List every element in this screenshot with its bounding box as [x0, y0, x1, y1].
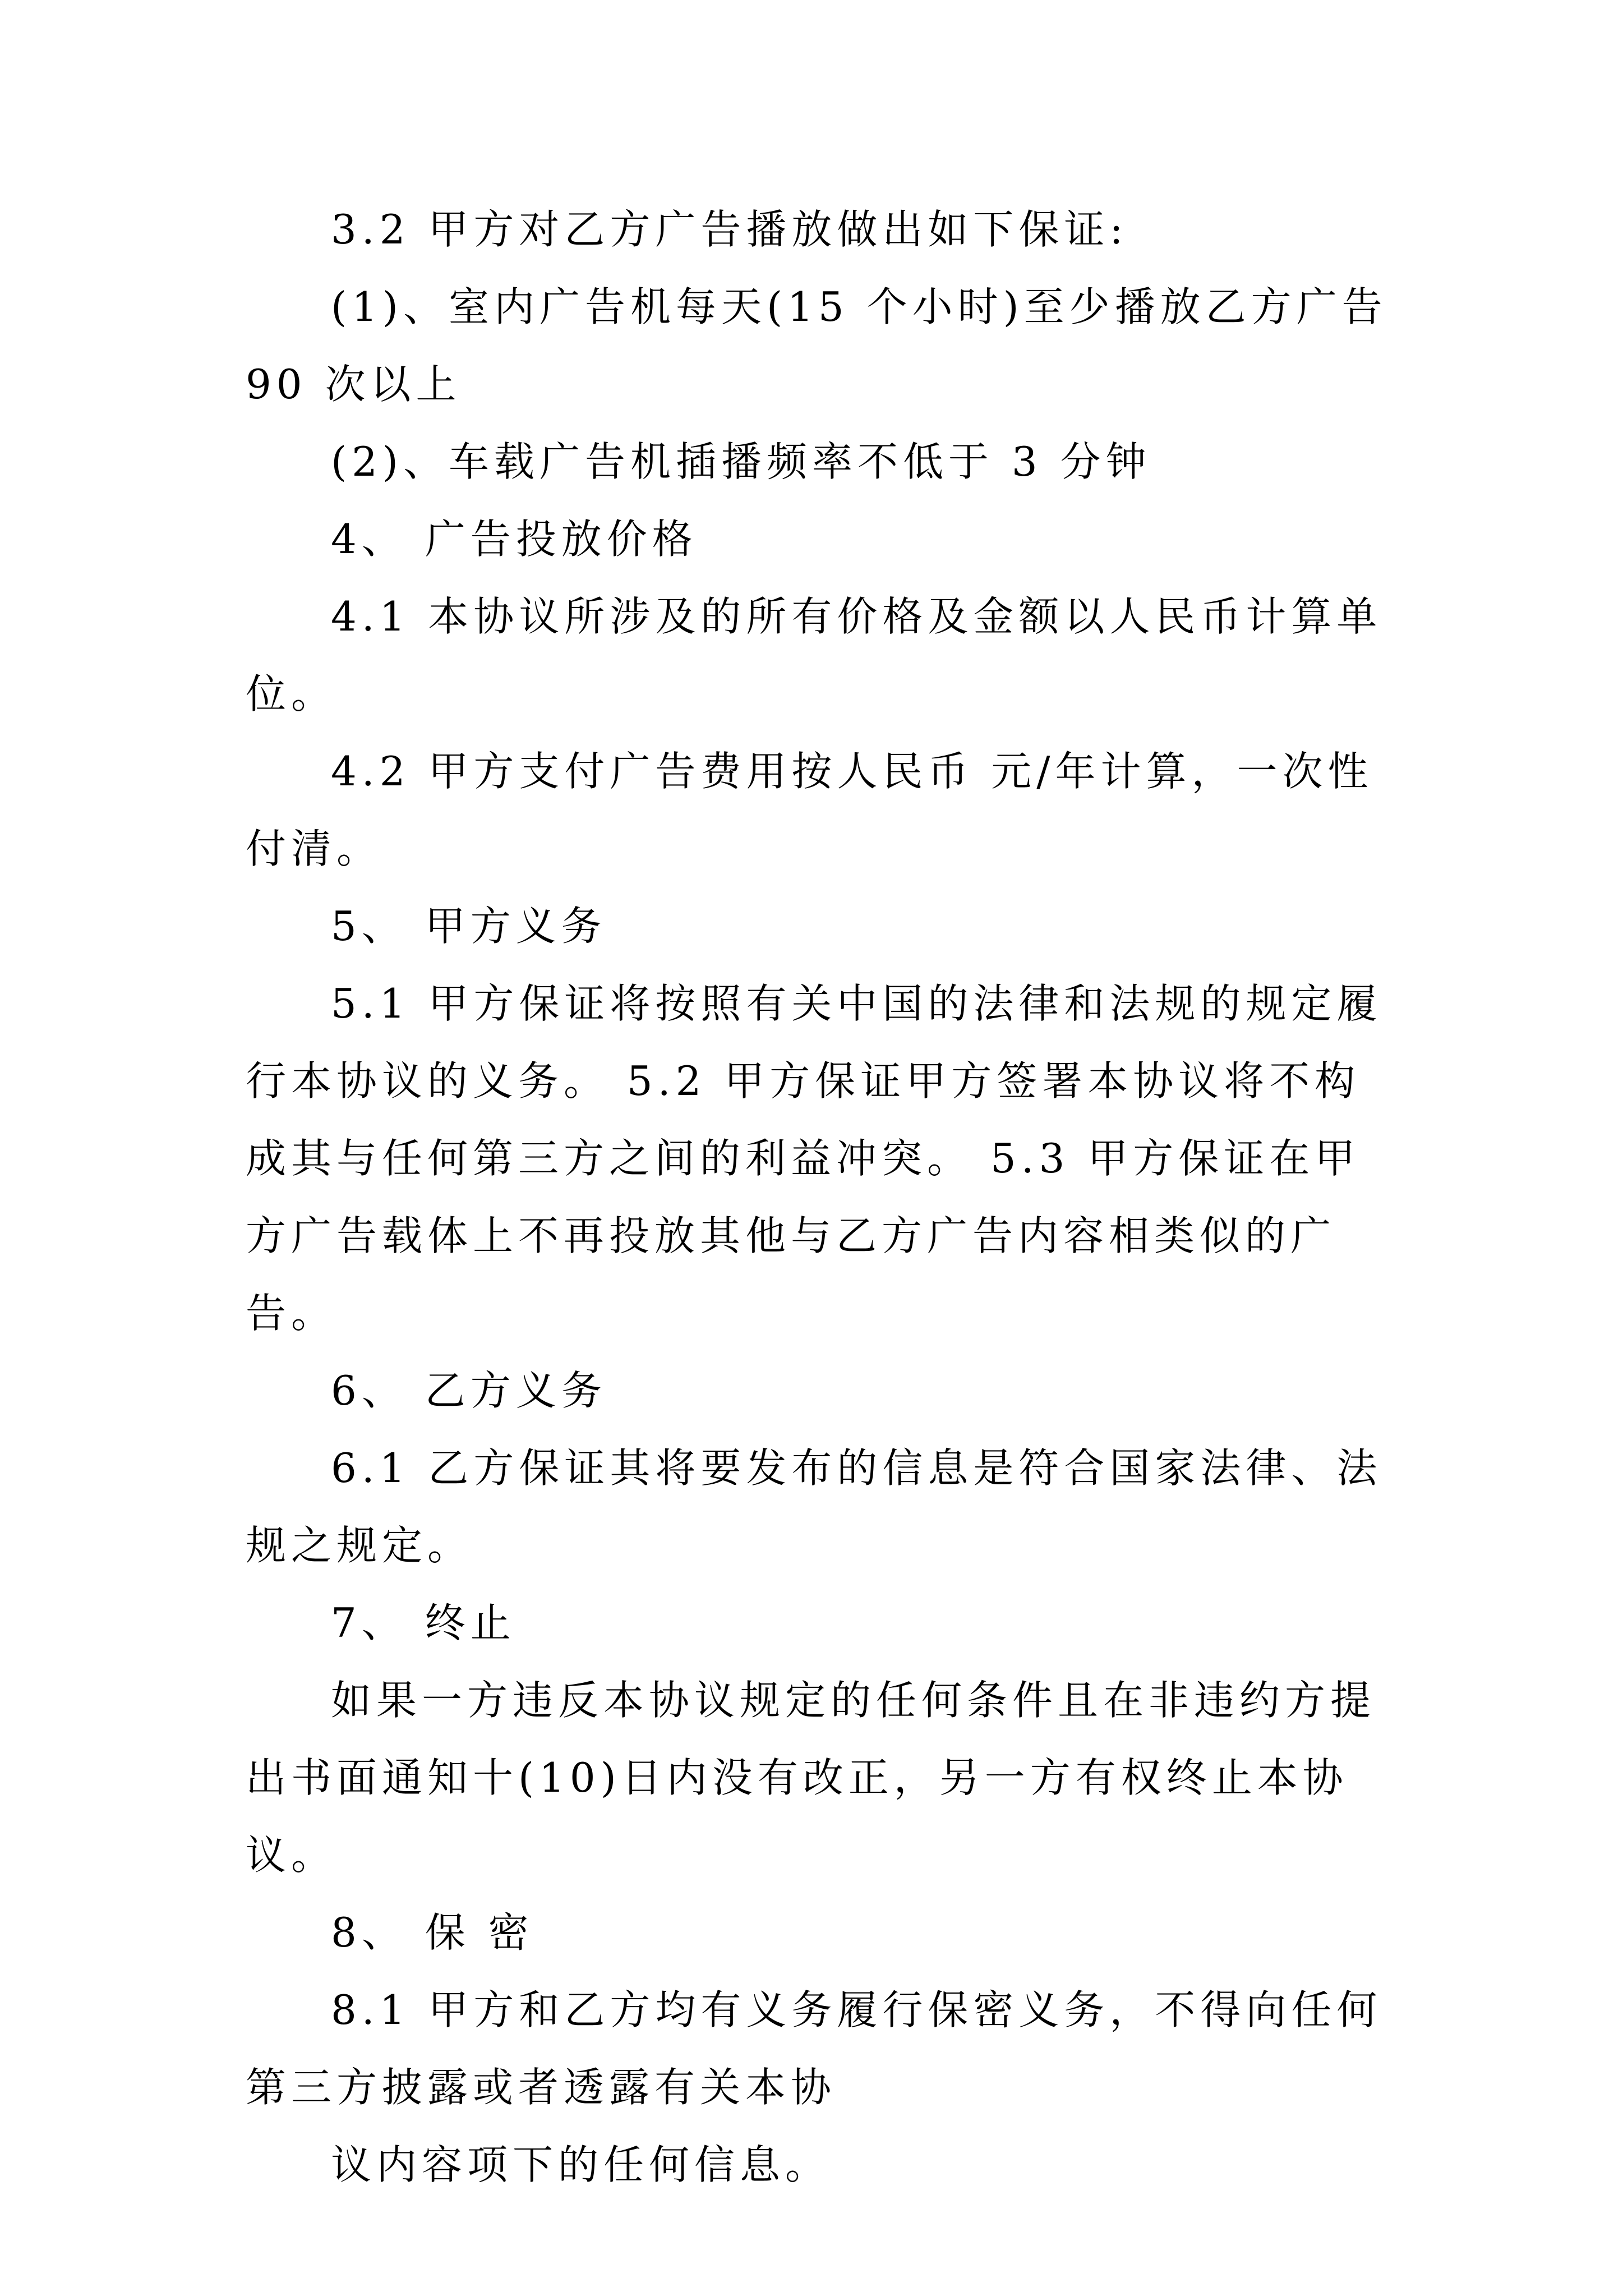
paragraph-text: 议内容项下的任何信息。: [331, 2141, 831, 2188]
document-body: [246, 191, 1405, 2203]
heading-text: 7、 终止: [331, 1599, 516, 1646]
paragraph-text: 8.1 甲方和乙方均有义务履行保密义务，不得向任何第三方披露或者透露有关本协: [246, 1986, 1382, 2111]
paragraph-indoor-ads: [246, 268, 1405, 423]
section-heading-party-a-obligations: [246, 887, 1395, 965]
paragraph-text: 5.1 甲方保证将按照有关中国的法律和法规的规定履行本协议的义务。 5.2 甲方保证甲方签署本协议将不构成其与任何第三方之间的利益冲突。 5.3 甲方保证在甲方广告载体上不再投放其他与乙方广告内容相类似的广告。: [246, 980, 1382, 1337]
paragraph-4-2: [246, 733, 1395, 887]
paragraph-text: 4.2 甲方支付广告费用按人民币 元/年计算，一次性付清。: [246, 748, 1373, 872]
paragraph-5-1-to-5-3: [246, 965, 1395, 1352]
section-heading-termination: [246, 1584, 1395, 1662]
paragraph-text: (1)、室内广告机每天(15 个小时)至少播放乙方广告 90 次以上: [246, 283, 1405, 408]
heading-text: 4、 广告投放价格: [331, 516, 698, 563]
paragraph-3-2: [246, 191, 1395, 268]
paragraph-text: 如果一方违反本协议规定的任何条件且在非违约方提出书面通知十(10)日内没有改正，另一方有权终止本协议。: [246, 1677, 1376, 1879]
heading-text: 6、 乙方义务: [331, 1367, 607, 1414]
paragraph-text: 3.2 甲方对乙方广告播放做出如下保证:: [331, 206, 1128, 253]
paragraph-6-1: [246, 1429, 1395, 1584]
paragraph-text: (2)、车载广告机插播频率不低于 3 分钟: [331, 438, 1151, 485]
paragraph-8-1: [246, 1971, 1395, 2126]
section-heading-party-b-obligations: [246, 1352, 1395, 1429]
paragraph-4-1: [246, 578, 1395, 733]
heading-text: 5、 甲方义务: [331, 903, 607, 950]
paragraph-termination: [246, 1662, 1395, 1894]
paragraph-vehicle-ads: [246, 423, 1395, 500]
paragraph-text: 4.1 本协议所涉及的所有价格及金额以人民币计算单位。: [246, 593, 1382, 717]
section-heading-confidentiality: [246, 1894, 1395, 1971]
paragraph-text: 6.1 乙方保证其将要发布的信息是符合国家法律、法规之规定。: [246, 1444, 1382, 1569]
section-heading-pricing: [246, 500, 1395, 578]
heading-text: 8、 保 密: [331, 1909, 534, 1956]
paragraph-8-1-continued: [246, 2126, 1395, 2203]
